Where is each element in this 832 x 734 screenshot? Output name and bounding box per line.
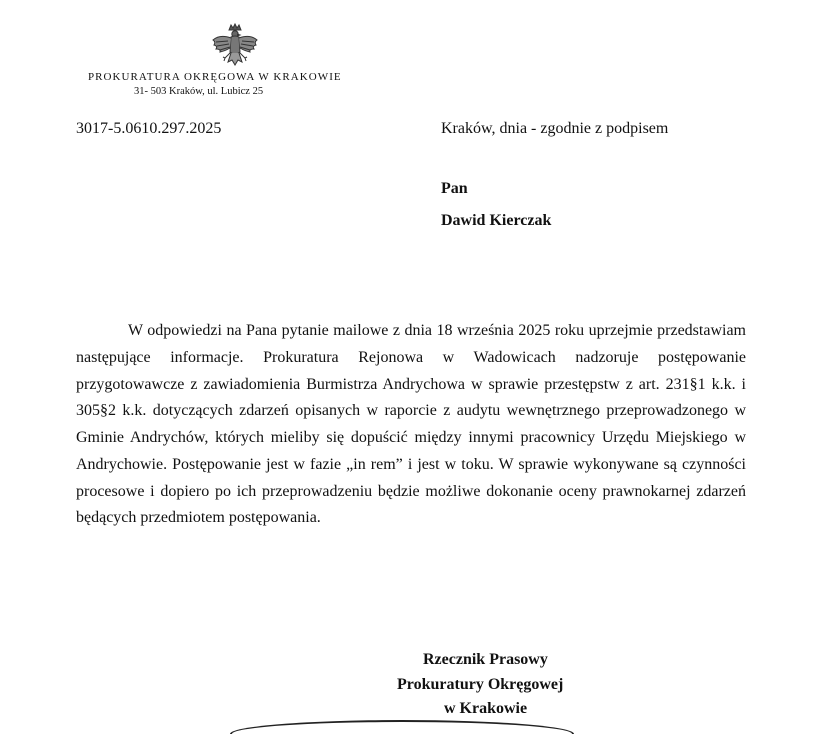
recipient-salutation: Pan: [441, 180, 468, 197]
signature-office: Prokuratury Okręgowej: [397, 676, 564, 693]
office-name: PROKURATURA OKRĘGOWA W KRAKOWIE: [88, 71, 342, 83]
letter-body: W odpowiedzi na Pana pytanie mailowe z dnia 18 września 2025 roku uprzejmie przedstawiam następujące informacje. Prokuratura Rejonowa w Wadowicach nadzoruje postępowanie przygotowawcze z zawiadomienia Burmistrza Andrychowa w sprawie przestępstw z art. 231§1 k.k. i 305§2 k.k. dotyczących zdarzeń opisanych w raporcie z audytu wewnętrznego przeprowadzonego w Gminie Andrychów, których mieliby się dopuścić między innymi pracownicy Urzędu Miejskiego w Andrychowie. Postępowanie jest w fazie „in rem” i jest w toku. W sprawie wykonywane są czynności procesowe i dopiero po ich przeprowadzeniu będzie możliwe dokonanie oceny prawnokarnej zdarzeń będących przedmiotem postępowania.: [76, 322, 746, 527]
case-number: 3017-5.0610.297.2025: [76, 120, 222, 137]
recipient-name: Dawid Kierczak: [441, 212, 552, 229]
signature-title: Rzecznik Prasowy: [423, 651, 548, 668]
page-bottom-edge: [230, 720, 574, 734]
place-date: Kraków, dnia - zgodnie z podpisem: [441, 120, 669, 137]
polish-eagle-emblem-icon: [210, 22, 260, 70]
office-address: 31- 503 Kraków, ul. Lubicz 25: [134, 86, 264, 97]
signature-city: w Krakowie: [444, 700, 528, 717]
